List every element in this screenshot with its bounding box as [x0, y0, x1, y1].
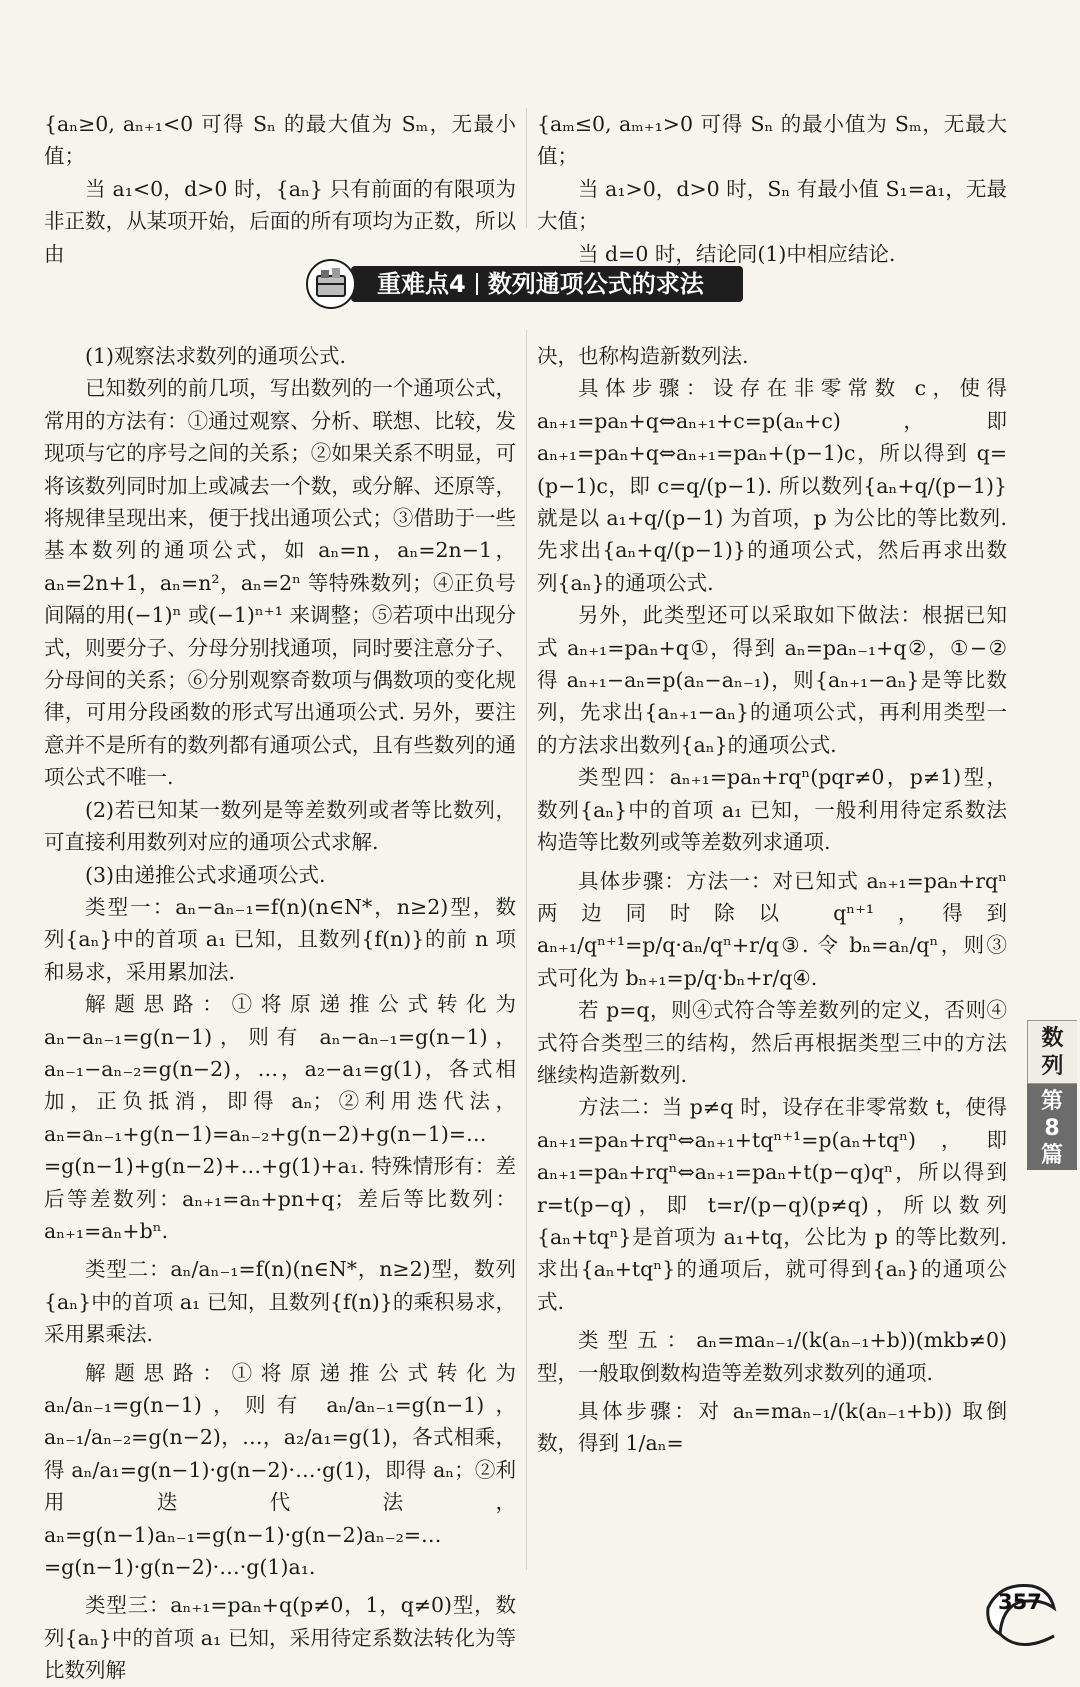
- chapter-tab-part-text: 第8篇: [1041, 1089, 1064, 1168]
- column-divider: [526, 330, 527, 1570]
- right-paragraph: 类型四：aₙ₊₁=paₙ+rqⁿ(pqr≠0，p≠1)型，数列{aₙ}中的首项 a₁ 已知，一般利用待定系数法构造等比数列或等差数列求通项.: [537, 765, 1007, 855]
- right-paragraph: 若 p=q，则④式符合等差数列的定义，否则④式符合类型三的结构，然后再根据类型三中的方法继续构造新数列.: [537, 998, 1007, 1087]
- top-left-column: [44, 108, 516, 270]
- top-right-line-2: 当 a₁>0，d>0 时，Sₙ 有最小值 S₁=a₁，无最大值；: [537, 176, 1007, 234]
- right-column: [537, 340, 1007, 1460]
- left-paragraph: 已知数列的前几项，写出数列的一个通项公式，常用的方法有：①通过观察、分析、联想、比较，发现项与它的序号之间的关系；②如果关系不明显，可将该数列同时加上或减去一个数，或分解、还原等，将规律呈现出来，便于找出通项公式；③借助于一些基本数列的通项公式，如 aₙ=n，aₙ=2n−1，aₙ=2n+1，aₙ=n²，aₙ=2ⁿ 等特殊数列；④正负号间隔的用(−1)ⁿ 或(−1)ⁿ⁺¹ 来调整；⑤若项中出现分式，则要分子、分母分别找通项，同时要注意分子、分母间的关系；⑥分别观察奇数项与偶数项的变化规律，可用分段函数的形式写出通项公式. 另外，要注意并不是所有的数列都有通项公式，且有些数列的通项公式不唯一.: [44, 376, 516, 790]
- section-separator: [476, 273, 478, 295]
- top-left-line-1: {aₙ≥0, aₙ₊₁<0 可得 Sₙ 的最大值为 Sₘ，无最小值；: [44, 112, 516, 169]
- left-paragraph: 类型三：aₙ₊₁=paₙ+q(p≠0，1，q≠0)型，数列{aₙ}中的首项 a₁ 已知，采用待定系数法转化为等比数列解: [44, 1593, 516, 1683]
- section-title: 数列通项公式的求法: [487, 270, 704, 298]
- left-paragraph: (3)由递推公式求通项公式.: [85, 862, 326, 887]
- top-column-divider: [526, 108, 527, 228]
- left-paragraph: (1)观察法求数列的通项公式.: [85, 344, 347, 368]
- left-paragraph: 解题思路：①将原递推公式转化为 aₙ/aₙ₋₁=g(n−1)，则有 aₙ/aₙ₋₁=g(n−1)，aₙ₋₁/aₙ₋₂=g(n−2)，…，a₂/a₁=g(1)，各式相乘，得 aₙ/a₁=g(n−1)·g(n−2)·…·g(1)，即得 aₙ；②利用迭代法，aₙ=g(n−1)aₙ₋₁=g(n−1)·g(n−2)aₙ₋₂=…=g(n−1)·g(n−2)·…·g(1)a₁.: [44, 1360, 516, 1580]
- chapter-tab-topic-text: 数列: [1041, 1026, 1064, 1079]
- chapter-tab-topic: [1027, 1020, 1077, 1084]
- right-paragraph: 具体步骤：对 aₙ=maₙ₋₁/(k(aₙ₋₁+b)) 取倒数，得到 1/aₙ=: [537, 1399, 1007, 1456]
- right-paragraph: 决，也称构造新数列法.: [537, 344, 749, 368]
- page-number: 357: [998, 1590, 1042, 1614]
- section-label: 重难点4: [377, 270, 466, 298]
- page-number-badge: [980, 1578, 1070, 1658]
- left-column: [44, 340, 516, 1687]
- left-paragraph: (2)若已知某一数列是等差数列或者等比数列，可直接利用数列对应的通项公式求解.: [44, 797, 516, 855]
- right-paragraph: 类型五：aₙ=maₙ₋₁/(k(aₙ₋₁+b))(mkb≠0)型，一般取倒数构造等差数列求数列的通项.: [537, 1328, 1007, 1385]
- right-paragraph: 另外，此类型还可以采取如下做法：根据已知式 aₙ₊₁=paₙ+q①，得到 aₙ=paₙ₋₁+q②，①−②得 aₙ₊₁−aₙ=p(aₙ−aₙ₋₁)，则{aₙ₊₁−aₙ}是等比数列，先求出{aₙ₊₁−aₙ}的通项公式，再利用类型一的方法求出数列{aₙ}的通项公式.: [537, 603, 1007, 757]
- chapter-tab-part: [1027, 1084, 1077, 1170]
- left-paragraph: 类型一：aₙ−aₙ₋₁=f(n)(n∈N*，n≥2)型，数列{aₙ}中的首项 a₁ 已知，且数列{f(n)}的前 n 项和易求，采用累加法.: [44, 894, 516, 984]
- right-paragraph: 方法二：当 p≠q 时，设存在非零常数 t，使得 aₙ₊₁=paₙ+rqⁿ⇔aₙ₊₁+tqⁿ⁺¹=p(aₙ+tqⁿ)，即 aₙ₊₁=paₙ+rqⁿ⇔aₙ₊₁=paₙ+t(p−q)qⁿ，所以得到 r=t(p−q)，即 t=r/(p−q)(p≠q)，所以数列{aₙ+tqⁿ}是首项为 a₁+tq，公比为 p 的等比数列. 求出{aₙ+tqⁿ}的通项后，就可得到{aₙ}的通项公式.: [537, 1095, 1007, 1314]
- section-banner: [305, 258, 745, 310]
- right-paragraph: 具体步骤：设存在非零常数 c，使得 aₙ₊₁=paₙ+q⇔aₙ₊₁+c=p(aₙ+c)，即 aₙ₊₁=paₙ+q⇔aₙ₊₁=paₙ+(p−1)c，所以得到 q=(p−1)c，即 c=q/(p−1). 所以数列{aₙ+q/(p−1)}就是以 a₁+q/(p−1) 为首项，p 为公比的等比数列. 先求出{aₙ+q/(p−1)}的通项公式，然后再求出数列{aₙ}的通项公式.: [537, 376, 1007, 595]
- top-right-column: [537, 108, 1007, 270]
- top-right-line-3: 当 d=0 时，结论同(1)中相应结论.: [578, 241, 896, 266]
- top-left-line-2: 当 a₁<0，d>0 时，{aₙ} 只有前面的有限项为非正数，从某项开始，后面的所有项均为正数，所以由: [44, 176, 516, 266]
- left-paragraph: 解题思路：①将原递推公式转化为 aₙ−aₙ₋₁=g(n−1)，则有 aₙ−aₙ₋₁=g(n−1)，aₙ₋₁−aₙ₋₂=g(n−2)，…，a₂−a₁=g(1)，各式相加，正负抵消，即得 aₙ；②利用迭代法，aₙ=aₙ₋₁+g(n−1)=aₙ₋₂+g(n−2)+g(n−1)=…=g(n−1)+g(n−2)+…+g(1)+a₁. 特殊情形有：差后等差数列：aₙ₊₁=aₙ+pn+q；差后等比数列：aₙ₊₁=aₙ+bⁿ.: [44, 992, 516, 1243]
- top-right-line-1: {aₘ≤0, aₘ₊₁>0 可得 Sₙ 的最小值为 Sₘ，无最大值；: [537, 112, 1007, 169]
- right-paragraph: 具体步骤：方法一：对已知式 aₙ₊₁=paₙ+rqⁿ 两边同时除以 qⁿ⁺¹，得到 aₙ₊₁/qⁿ⁺¹=p/q·aₙ/qⁿ+r/q③. 令 bₙ=aₙ/qⁿ，则③式可化为 bₙ₊₁=p/q·bₙ+r/q④.: [537, 868, 1007, 990]
- left-paragraph: 类型二：aₙ/aₙ₋₁=f(n)(n∈N*，n≥2)型，数列{aₙ}中的首项 a₁ 已知，且数列{f(n)}的乘积易求，采用累乘法.: [44, 1257, 516, 1347]
- chapter-side-tab: [1027, 1020, 1077, 1170]
- section-banner-bar: [351, 266, 743, 302]
- section-toolbox-icon: [305, 258, 361, 310]
